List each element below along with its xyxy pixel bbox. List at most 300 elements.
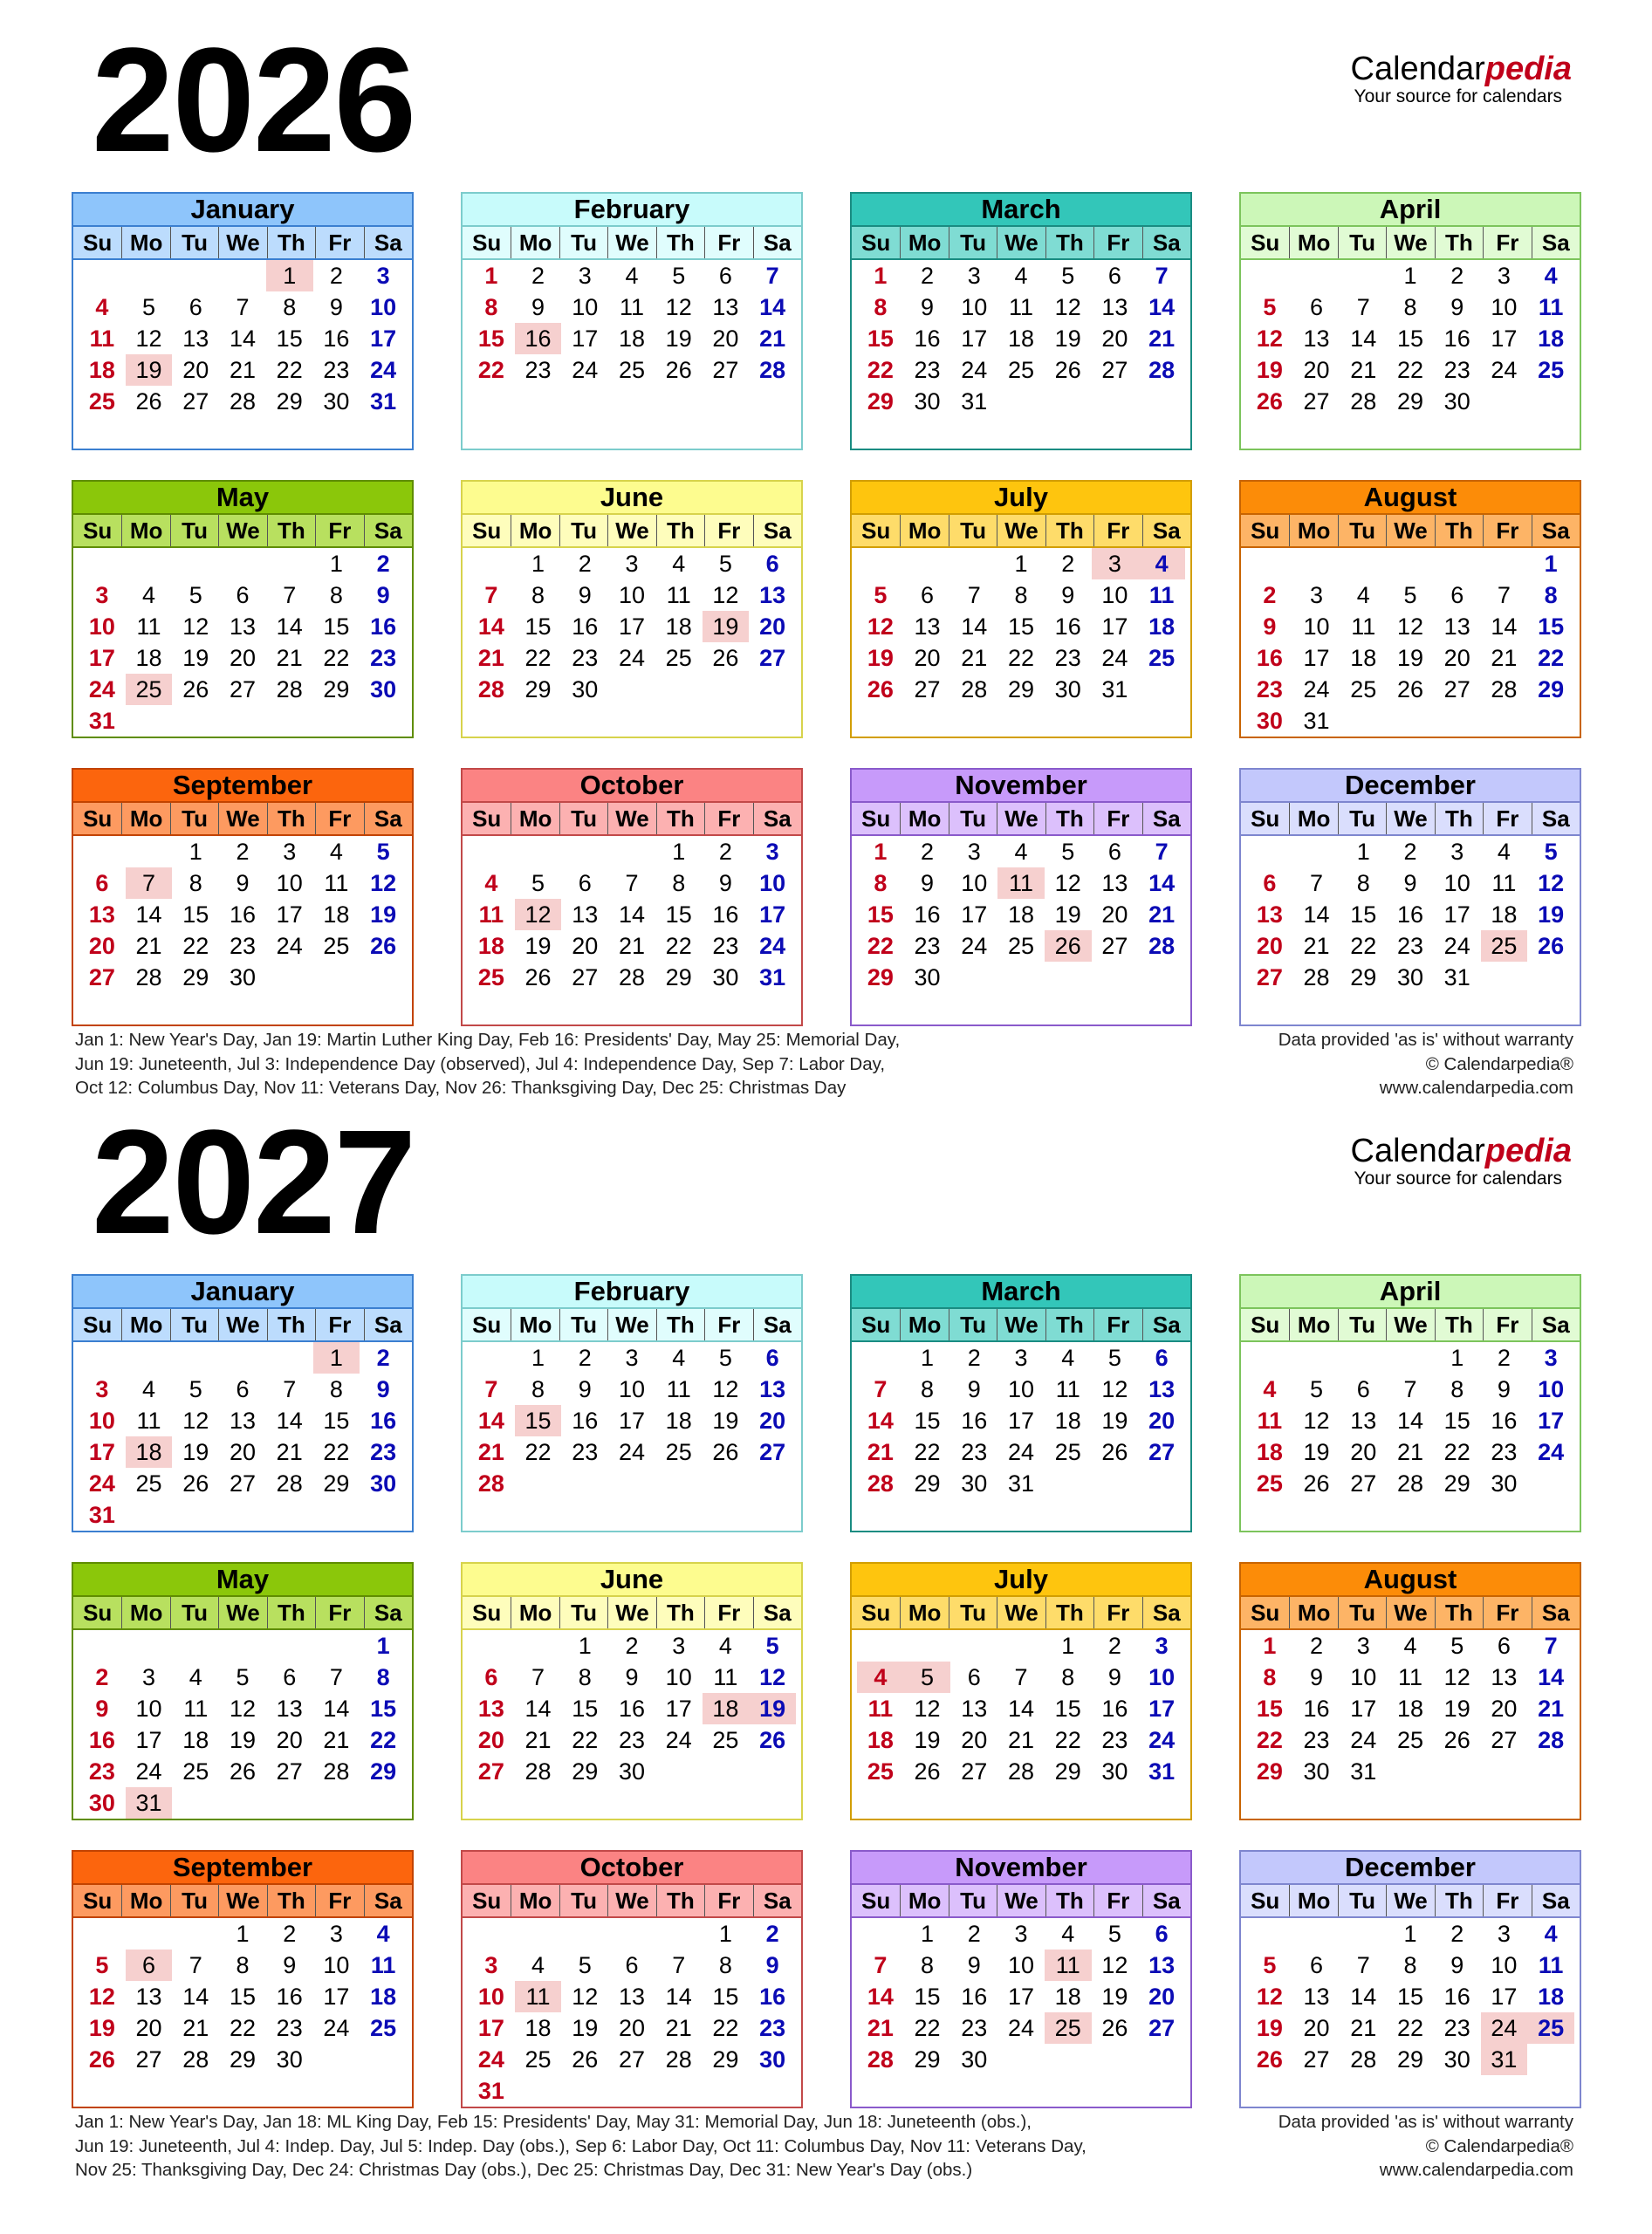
- day-cell: 24: [1148, 1727, 1176, 1753]
- day-cell: 14: [961, 613, 988, 640]
- weekday-label: Th: [1045, 1309, 1093, 1340]
- weekday-label: We: [607, 1597, 655, 1628]
- day-cell: 20: [1350, 1439, 1377, 1465]
- day-cell: 13: [759, 582, 786, 608]
- day-cell: 24: [961, 933, 988, 959]
- day-grid: [852, 1342, 1190, 1499]
- weekday-label: Mo: [900, 803, 948, 834]
- day-cell: 8: [921, 1952, 935, 1978]
- weekday-label: Mo: [900, 1597, 948, 1628]
- day-cell: 27: [477, 1758, 504, 1785]
- day-grid: [1241, 548, 1580, 737]
- day-cell: 15: [1396, 1984, 1424, 2010]
- day-cell: 4: [1403, 1633, 1417, 1659]
- weekday-label: Mo: [900, 515, 948, 546]
- day-cell: 11: [666, 1376, 691, 1402]
- day-cell: 7: [531, 1664, 545, 1690]
- day-cell: 2: [1310, 1633, 1324, 1659]
- day-cell: 18: [1007, 326, 1035, 352]
- day-grid: [73, 260, 412, 417]
- weekday-label: We: [997, 515, 1045, 546]
- holiday-day: 12: [515, 899, 562, 930]
- day-cell: 25: [1054, 1439, 1081, 1465]
- day-cell: 22: [867, 933, 894, 959]
- weekday-label: We: [1386, 515, 1434, 546]
- day-cell: 5: [1263, 1952, 1277, 1978]
- holiday-line: Oct 12: Columbus Day, Nov 11: Veterans Day, Nov 26: Thanksgiving Day, Dec 25: Christmas Day: [75, 1078, 847, 1098]
- day-cell: 31: [1443, 964, 1470, 990]
- holiday-day: 19: [703, 611, 750, 642]
- day-cell: 4: [95, 294, 109, 320]
- day-grid: [1241, 1918, 1580, 2075]
- day-cell: 8: [1403, 294, 1417, 320]
- day-cell: 29: [1054, 1758, 1081, 1785]
- weekday-header: [463, 1885, 801, 1918]
- day-cell: 1: [1403, 1921, 1417, 1947]
- weekday-label: Su: [472, 805, 502, 832]
- weekday-label: Mo: [1289, 1885, 1337, 1916]
- day-cell: 9: [578, 1376, 592, 1402]
- day-cell: 28: [618, 964, 646, 990]
- day-cell: 17: [618, 613, 646, 640]
- weekday-header: [463, 227, 801, 260]
- day-cell: 11: [1538, 294, 1564, 320]
- day-cell: 16: [712, 901, 739, 928]
- blank-cell: [219, 260, 266, 291]
- day-cell: 6: [921, 582, 935, 608]
- day-cell: 1: [921, 1921, 935, 1947]
- day-cell: 21: [867, 1439, 894, 1465]
- day-cell: 25: [1007, 357, 1035, 383]
- weekday-header: [852, 515, 1190, 548]
- holiday-day: 3: [1092, 548, 1139, 579]
- weekday-label: Tu: [1338, 227, 1386, 258]
- day-cell: 31: [370, 388, 397, 415]
- day-cell: 25: [370, 2015, 397, 2041]
- day-cell: 21: [477, 645, 504, 671]
- day-cell: 30: [961, 1470, 988, 1497]
- day-cell: 30: [1256, 708, 1283, 734]
- month-name: November: [852, 770, 1190, 803]
- disclaimer: [1278, 2110, 1573, 2183]
- day-cell: 22: [1350, 933, 1377, 959]
- weekday-label: Sa: [1532, 803, 1580, 834]
- day-cell: 8: [1544, 582, 1558, 608]
- day-cell: 24: [370, 357, 397, 383]
- month-name: January: [73, 1276, 412, 1309]
- day-cell: 3: [329, 1921, 343, 1947]
- day-cell: 7: [329, 1664, 343, 1690]
- day-cell: 21: [1350, 2015, 1377, 2041]
- weekday-label: Su: [1251, 1600, 1280, 1626]
- day-cell: 29: [1396, 388, 1424, 415]
- day-cell: 13: [1101, 294, 1128, 320]
- holiday-line: Jun 19: Juneteenth, Jul 4: Indep. Day, Jul 5: Indep. Day (obs.), Sep 6: Labor Day, Oct 11: Columbus Day, Nov 11: Veterans Day,: [75, 2135, 1086, 2156]
- day-cell: 5: [765, 1633, 779, 1659]
- weekday-header: [1241, 515, 1580, 548]
- day-cell: 4: [625, 263, 639, 289]
- day-cell: 12: [135, 326, 162, 352]
- weekday-label: Th: [1045, 227, 1093, 258]
- day-cell: 21: [1148, 901, 1176, 928]
- day-cell: 14: [1350, 1984, 1377, 2010]
- day-cell: 1: [484, 263, 498, 289]
- day-cell: 13: [618, 1984, 646, 2010]
- blank-cell: [561, 836, 608, 867]
- blank-cell: [857, 1630, 904, 1662]
- day-cell: 17: [1007, 1408, 1035, 1434]
- weekday-label: We: [218, 1309, 266, 1340]
- day-cell: 28: [1350, 388, 1377, 415]
- day-cell: 27: [135, 2046, 162, 2073]
- blank-cell: [468, 1342, 515, 1374]
- day-cell: 31: [1350, 1758, 1377, 1785]
- day-cell: 23: [229, 933, 257, 959]
- weekday-label: We: [218, 515, 266, 546]
- day-cell: 14: [1007, 1696, 1035, 1722]
- blank-cell: [172, 1630, 219, 1662]
- day-cell: 19: [1303, 1439, 1330, 1465]
- day-cell: 25: [867, 1758, 894, 1785]
- month-november: [850, 768, 1192, 1026]
- day-cell: 31: [88, 708, 115, 734]
- day-cell: 16: [88, 1727, 115, 1753]
- day-cell: 1: [1544, 551, 1558, 577]
- day-cell: 26: [572, 2046, 599, 2073]
- day-cell: 29: [1256, 1758, 1283, 1785]
- blank-cell: [126, 1918, 173, 1950]
- day-cell: 6: [718, 263, 732, 289]
- day-cell: 19: [1443, 1696, 1470, 1722]
- weekday-label: Fr: [704, 1309, 752, 1340]
- day-cell: 3: [484, 1952, 498, 1978]
- weekday-label: Tu: [949, 515, 997, 546]
- day-cell: 30: [961, 2046, 988, 2073]
- day-cell: 27: [276, 1758, 303, 1785]
- day-cell: 15: [323, 1408, 350, 1434]
- weekday-label: Fr: [1093, 1309, 1141, 1340]
- weekday-label: We: [607, 1885, 655, 1916]
- weekday-label: Fr: [315, 1309, 363, 1340]
- weekday-label: Tu: [559, 515, 607, 546]
- day-cell: 20: [1256, 933, 1283, 959]
- day-cell: 19: [1538, 901, 1565, 928]
- day-cell: 14: [867, 1984, 894, 2010]
- month-name: April: [1241, 194, 1580, 227]
- day-cell: 27: [182, 388, 209, 415]
- month-name: October: [463, 770, 801, 803]
- day-cell: 21: [276, 645, 303, 671]
- month-september: [72, 1850, 414, 2108]
- day-cell: 9: [236, 870, 250, 896]
- day-cell: 11: [136, 613, 161, 640]
- day-cell: 10: [1491, 294, 1518, 320]
- day-cell: 14: [1538, 1664, 1565, 1690]
- day-cell: 9: [1403, 870, 1417, 896]
- day-grid: [73, 1342, 412, 1531]
- month-may: [72, 1562, 414, 1820]
- day-cell: 22: [914, 2015, 941, 2041]
- weekday-label: Mo: [900, 1309, 948, 1340]
- day-cell: 25: [524, 2046, 552, 2073]
- month-name: March: [852, 194, 1190, 227]
- weekday-label: Su: [83, 1312, 113, 1338]
- weekday-label: Sa: [1142, 803, 1190, 834]
- month-name: February: [463, 1276, 801, 1309]
- day-cell: 28: [323, 1758, 350, 1785]
- day-cell: 15: [1054, 1696, 1081, 1722]
- holiday-day: 1: [313, 1342, 360, 1374]
- holiday-day: 5: [904, 1662, 951, 1693]
- brand-logo: [1351, 1134, 1572, 1188]
- day-cell: 26: [665, 357, 692, 383]
- day-cell: 27: [229, 676, 257, 702]
- day-cell: 29: [572, 1758, 599, 1785]
- day-cell: 14: [477, 1408, 504, 1434]
- day-cell: 29: [1007, 676, 1035, 702]
- day-cell: 12: [1443, 1664, 1470, 1690]
- day-cell: 24: [665, 1727, 692, 1753]
- day-cell: 3: [672, 1633, 686, 1659]
- weekday-label: Fr: [1483, 1309, 1531, 1340]
- day-grid: [1241, 1342, 1580, 1499]
- day-cell: 26: [712, 645, 739, 671]
- day-cell: 5: [874, 582, 888, 608]
- day-cell: 10: [1491, 1952, 1518, 1978]
- holiday-day: 7: [126, 867, 173, 899]
- year-block: [0, 0, 1652, 1098]
- day-cell: 25: [323, 933, 350, 959]
- day-cell: 7: [283, 1376, 297, 1402]
- day-cell: 31: [1007, 1470, 1035, 1497]
- day-cell: 11: [713, 1664, 738, 1690]
- month-july: [850, 480, 1192, 738]
- weekday-label: Fr: [1093, 227, 1141, 258]
- day-cell: 15: [1396, 326, 1424, 352]
- day-cell: 25: [1396, 1727, 1424, 1753]
- weekday-label: Tu: [1338, 515, 1386, 546]
- day-cell: 26: [182, 1470, 209, 1497]
- day-cell: 23: [712, 933, 739, 959]
- holiday-day: 25: [1481, 930, 1528, 962]
- day-cell: 20: [1303, 2015, 1330, 2041]
- day-cell: 2: [578, 551, 592, 577]
- day-cell: 4: [672, 551, 686, 577]
- day-cell: 11: [1148, 582, 1175, 608]
- day-cell: 23: [1054, 645, 1081, 671]
- year-block: [0, 1082, 1652, 2180]
- weekday-label: Mo: [121, 515, 169, 546]
- day-cell: 12: [182, 1408, 209, 1434]
- disclaimer-line: © Calendarpedia®: [1425, 2135, 1573, 2156]
- weekday-label: Tu: [559, 1885, 607, 1916]
- blank-cell: [79, 260, 126, 291]
- day-cell: 22: [323, 1439, 350, 1465]
- day-cell: 17: [477, 2015, 504, 2041]
- day-cell: 14: [1396, 1408, 1424, 1434]
- day-cell: 24: [1101, 645, 1128, 671]
- holiday-day: 25: [1527, 2012, 1574, 2044]
- day-cell: 1: [329, 551, 343, 577]
- day-cell: 23: [370, 1439, 397, 1465]
- weekday-label: Tu: [170, 1885, 218, 1916]
- blank-cell: [857, 548, 904, 579]
- day-cell: 29: [1538, 676, 1565, 702]
- day-cell: 4: [1263, 1376, 1277, 1402]
- day-cell: 17: [370, 326, 397, 352]
- day-cell: 26: [1101, 2015, 1128, 2041]
- day-cell: 23: [914, 933, 941, 959]
- day-cell: 19: [1256, 2015, 1283, 2041]
- day-cell: 28: [867, 1470, 894, 1497]
- weekday-label: Th: [267, 515, 315, 546]
- weekday-label: Su: [861, 1888, 891, 1914]
- weekday-label: Sa: [1532, 227, 1580, 258]
- weekday-label: Su: [83, 1600, 113, 1626]
- day-cell: 12: [229, 1696, 257, 1722]
- weekday-label: Tu: [170, 1597, 218, 1628]
- day-cell: 12: [572, 1984, 599, 2010]
- day-cell: 26: [370, 933, 397, 959]
- day-cell: 13: [1350, 1408, 1377, 1434]
- weekday-label: We: [218, 1885, 266, 1916]
- day-cell: 4: [142, 582, 156, 608]
- day-cell: 16: [229, 901, 257, 928]
- day-cell: 4: [484, 870, 498, 896]
- day-cell: 10: [1007, 1952, 1035, 1978]
- day-cell: 5: [531, 870, 545, 896]
- day-cell: 16: [370, 1408, 397, 1434]
- holiday-day: 1: [266, 260, 313, 291]
- weekday-label: Mo: [121, 227, 169, 258]
- day-cell: 9: [765, 1952, 779, 1978]
- blank-cell: [126, 1630, 173, 1662]
- weekday-label: Su: [1251, 805, 1280, 832]
- day-cell: 1: [1450, 1345, 1464, 1371]
- day-cell: 30: [1491, 1470, 1518, 1497]
- day-cell: 1: [578, 1633, 592, 1659]
- day-cell: 3: [283, 839, 297, 865]
- day-cell: 22: [1538, 645, 1565, 671]
- day-cell: 15: [182, 901, 209, 928]
- weekday-label: Tu: [949, 1309, 997, 1340]
- weekday-label: Sa: [1532, 1597, 1580, 1628]
- day-cell: 8: [283, 294, 297, 320]
- weekday-label: Th: [1435, 1597, 1483, 1628]
- weekday-label: Th: [1045, 515, 1093, 546]
- month-september: [72, 768, 414, 1026]
- day-cell: 15: [1007, 613, 1035, 640]
- day-cell: 8: [531, 1376, 545, 1402]
- day-cell: 13: [712, 294, 739, 320]
- day-cell: 20: [712, 326, 739, 352]
- day-cell: 28: [1007, 1758, 1035, 1785]
- day-cell: 13: [1303, 326, 1330, 352]
- brand-name-main: Calendar: [1350, 1133, 1485, 1169]
- day-cell: 21: [524, 1727, 552, 1753]
- day-cell: 26: [229, 1758, 257, 1785]
- day-cell: 16: [914, 326, 941, 352]
- day-cell: 3: [1310, 582, 1324, 608]
- weekday-header: [1241, 1597, 1580, 1630]
- day-cell: 24: [618, 645, 646, 671]
- blank-cell: [79, 1918, 126, 1950]
- day-cell: 30: [276, 2046, 303, 2073]
- month-may: [72, 480, 414, 738]
- day-cell: 15: [1443, 1408, 1470, 1434]
- brand-name-main: Calendar: [1350, 51, 1485, 87]
- day-grid: [463, 260, 801, 386]
- day-cell: 21: [1491, 645, 1518, 671]
- day-cell: 25: [1148, 645, 1176, 671]
- weekday-header: [463, 515, 801, 548]
- day-cell: 26: [759, 1727, 786, 1753]
- day-cell: 26: [1256, 388, 1283, 415]
- day-cell: 12: [1538, 870, 1565, 896]
- day-grid: [852, 260, 1190, 417]
- day-cell: 7: [283, 582, 297, 608]
- day-cell: 12: [88, 1984, 115, 2010]
- weekday-label: Su: [83, 230, 113, 256]
- day-grid: [73, 1918, 412, 2075]
- day-cell: 27: [961, 1758, 988, 1785]
- day-cell: 13: [229, 1408, 257, 1434]
- day-cell: 19: [1101, 1408, 1128, 1434]
- month-march: [850, 1274, 1192, 1532]
- weekday-label: Fr: [704, 1885, 752, 1916]
- day-cell: 26: [1396, 676, 1424, 702]
- day-cell: 4: [1061, 1345, 1075, 1371]
- blank-cell: [468, 836, 515, 867]
- day-cell: 25: [665, 1439, 692, 1465]
- day-cell: 8: [531, 582, 545, 608]
- weekday-label: Su: [1251, 230, 1280, 256]
- day-cell: 9: [283, 1952, 297, 1978]
- day-cell: 19: [1256, 357, 1283, 383]
- day-cell: 30: [1101, 1758, 1128, 1785]
- month-november: [850, 1850, 1192, 2108]
- day-cell: 18: [867, 1727, 894, 1753]
- day-cell: 10: [759, 870, 786, 896]
- day-cell: 5: [718, 551, 732, 577]
- day-cell: 2: [1497, 1345, 1511, 1371]
- day-cell: 6: [765, 1345, 779, 1371]
- day-cell: 24: [572, 357, 599, 383]
- day-cell: 19: [1054, 901, 1081, 928]
- day-cell: 2: [1263, 582, 1277, 608]
- disclaimer-line: www.calendarpedia.com: [1379, 2160, 1573, 2180]
- day-cell: 28: [524, 1758, 552, 1785]
- day-cell: 16: [1303, 1696, 1330, 1722]
- holiday-day: 24: [1481, 2012, 1528, 2044]
- day-cell: 18: [1538, 326, 1565, 352]
- day-cell: 20: [1491, 1696, 1518, 1722]
- day-cell: 10: [323, 1952, 350, 1978]
- day-cell: 31: [477, 2078, 504, 2104]
- day-cell: 18: [182, 1727, 209, 1753]
- day-cell: 13: [1148, 1376, 1176, 1402]
- day-cell: 23: [961, 1439, 988, 1465]
- day-cell: 10: [1007, 1376, 1035, 1402]
- day-cell: 22: [1396, 2015, 1424, 2041]
- day-cell: 12: [370, 870, 397, 896]
- month-name: August: [1241, 482, 1580, 515]
- day-cell: 23: [961, 2015, 988, 2041]
- day-cell: 14: [759, 294, 786, 320]
- month-august: [1239, 480, 1581, 738]
- day-cell: 4: [142, 1376, 156, 1402]
- day-cell: 9: [1263, 613, 1277, 640]
